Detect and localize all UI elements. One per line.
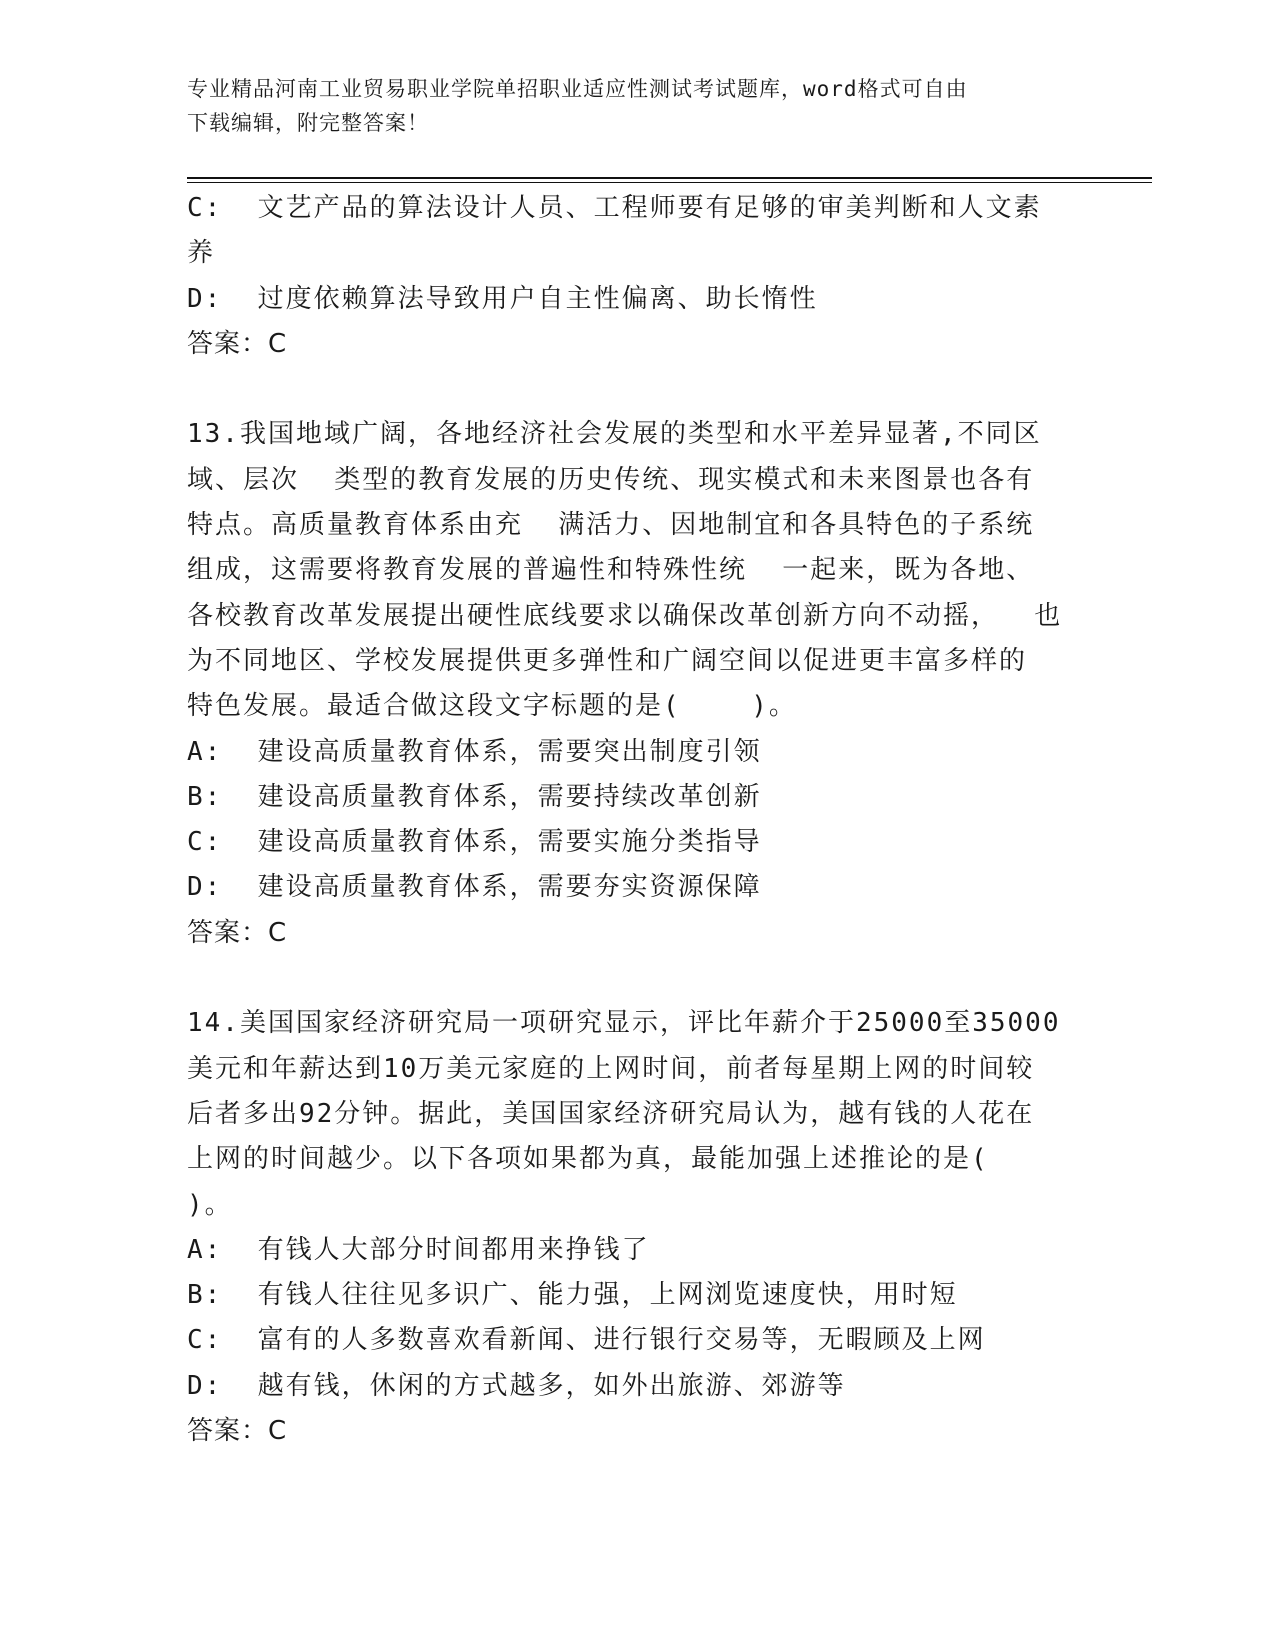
- option-d: D: 建设高质量教育体系，需要夯实资源保障: [187, 872, 762, 903]
- answer: 答案：C: [187, 917, 288, 948]
- question-stem-line: 14.美国国家经济研究局一项研究显示，评比年薪介于25000至35000: [187, 1008, 1061, 1039]
- option-d: D: 越有钱，休闲的方式越多，如外出旅游、郊游等: [187, 1370, 846, 1401]
- option-b: B: 建设高质量教育体系，需要持续改革创新: [187, 781, 762, 812]
- question-13: [187, 412, 1077, 956]
- question-stem-line: 为不同地区、学校发展提供更多弹性和广阔空间以促进更丰富多样的: [187, 645, 1028, 676]
- spacer: [187, 956, 1077, 1001]
- document-header: [187, 72, 1067, 140]
- question-stem-line: 美元和年薪达到10万美元家庭的上网时间，前者每星期上网的时间较: [187, 1053, 1035, 1084]
- question-14: [187, 1001, 1077, 1454]
- option-a: A: 建设高质量教育体系，需要突出制度引领: [187, 736, 762, 767]
- question-stem-line: 组成，这需要将教育发展的普遍性和特殊性统 一起来，既为各地、: [187, 555, 1035, 586]
- answer: 答案：C: [187, 328, 288, 359]
- header-line-1: 专业精品河南工业贸易职业学院单招职业适应性测试考试题库，word格式可自由: [187, 77, 968, 101]
- question-stem-line: 13.我国地域广阔，各地经济社会发展的类型和水平差异显著,不同区: [187, 419, 1042, 450]
- option-c: C: 建设高质量教育体系，需要实施分类指导: [187, 827, 762, 858]
- option-b: B: 有钱人往往见多识广、能力强，上网浏览速度快，用时短: [187, 1280, 958, 1311]
- option-c: C: 文艺产品的算法设计人员、工程师要有足够的审美判断和人文素: [187, 193, 1042, 223]
- question-stem-line: )。: [187, 1189, 233, 1220]
- document-body: [187, 186, 1077, 1454]
- answer: 答案：C: [187, 1416, 288, 1447]
- question-stem-line: 上网的时间越少。以下各项如果都为真，最能加强上述推论的是(: [187, 1144, 989, 1175]
- spacer: [187, 367, 1077, 412]
- option-a: A: 有钱人大部分时间都用来挣钱了: [187, 1234, 650, 1265]
- option-d: D: 过度依赖算法导致用户自主性偏离、助长惰性: [187, 283, 818, 314]
- question-stem-line: 特色发展。最适合做这段文字标题的是( )。: [187, 691, 797, 722]
- header-line-2: 下载编辑，附完整答案！: [187, 111, 429, 135]
- header-rule-thin: [187, 182, 1152, 183]
- question-stem-line: 域、层次 类型的教育发展的历史传统、现实模式和未来图景也各有: [187, 464, 1035, 495]
- question-stem-line: 特点。高质量教育体系由充 满活力、因地制宜和各具特色的子系统: [187, 510, 1035, 541]
- question-stem-line: 后者多出92分钟。据此，美国国家经济研究局认为，越有钱的人花在: [187, 1098, 1035, 1129]
- question-12-tail: [187, 186, 1077, 367]
- option-c-continued: 养: [187, 238, 216, 269]
- header-rule-thick: [187, 177, 1152, 179]
- option-c: C: 富有的人多数喜欢看新闻、进行银行交易等，无暇顾及上网: [187, 1325, 986, 1356]
- question-stem-line: 各校教育改革发展提出硬性底线要求以确保改革创新方向不动摇， 也: [187, 600, 1063, 631]
